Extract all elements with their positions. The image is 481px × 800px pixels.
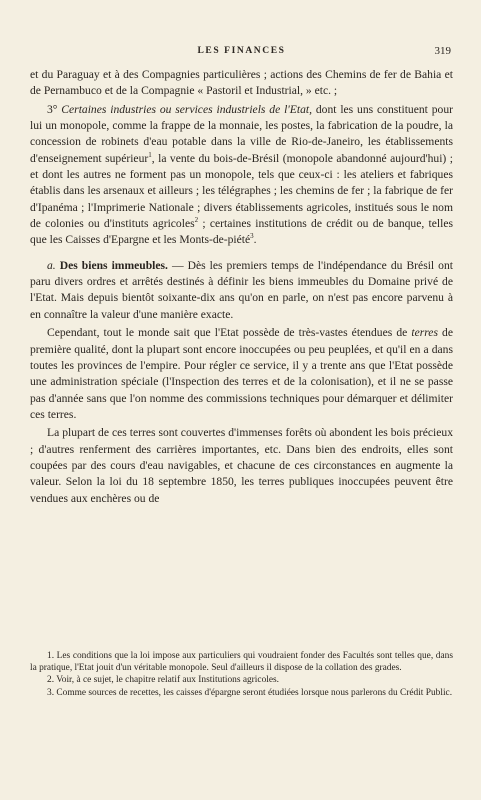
paragraph-text: ; certaines institutions de crédit ou de banque, telles que les Caisses d'Epargne et les Monts-de-piété bbox=[30, 217, 453, 247]
paragraph-text: dont les uns constituent pour lui un monopole, comme la frappe de la monnaie, les postes, la fabrication de la poudre, la concession de robinets d'eau potable dans la ville de Rio-de-Janeiro, les établissements d'enseignement supérieur bbox=[30, 102, 453, 165]
footnote-ref-1: 1 bbox=[148, 150, 152, 159]
footnotes bbox=[30, 650, 453, 699]
paragraph-continuation bbox=[30, 67, 453, 100]
section-heading: Des biens immeubles. bbox=[59, 258, 168, 272]
paragraph-item-3 bbox=[30, 102, 453, 249]
emphasis-terres: terres bbox=[411, 326, 438, 340]
section-letter: a. bbox=[47, 258, 56, 272]
page-header bbox=[30, 46, 453, 60]
page-number: 319 bbox=[434, 45, 451, 57]
footnote-3: 3. Comme sources de recettes, les caisses d'épargne seront étudiées lorsque nous parlerons du Crédit Public. bbox=[47, 687, 453, 698]
footnote-ref-3: 3 bbox=[250, 232, 254, 241]
paragraph-text: , la vente du bois-de-Brésil (monopole abandonné aujourd'hui) ; et dont les autres ne forment pas un monopole, tels que ceux-ci : les ateliers et fabriques établis dans les arsenaux et ailleurs ; les télégraphes ; les chemins de fer ; la fabrique de fer d'Ipanéma ; l'Imprimerie Nationale ; divers établissements agricoles, institués sous le nom de colonies ou d'instituts agricoles bbox=[30, 151, 453, 231]
running-title: LES FINANCES bbox=[197, 46, 286, 56]
paragraph-text: La plupart de ces terres sont couvertes d'immenses forêts où abondent les bois précieux ; d'autres renferment des carrières importantes, etc. Dans bien des endroits, elles sont coupées par des cours d'eau navigables, et chacune de ces circonstances en augmente la valeur. Selon la loi du 18 septembre 1850, les terres publiques inoccupées peuvent être vendues aux enchères ou de bbox=[30, 426, 453, 505]
paragraph-text: . bbox=[253, 233, 257, 247]
footnote-ref-2: 2 bbox=[194, 216, 199, 225]
item-title: Certaines industries ou services industriels de l'Etat, bbox=[61, 102, 312, 116]
paragraph-text: de première qualité, dont la plupart sont encore inoccupées ou peu peuplées, et qu'il en a dans toutes les provinces de l'empire. Pour régler ce service, il y a trente ans que l'Etat possède une administration spéciale (l'Inspection des terres et de la colonisation), et il ne se passe pas d'année sans que l'on nomme des commissions techniques pour démarquer et délimiter ces terres. bbox=[30, 326, 453, 421]
paragraph-la-plupart bbox=[30, 425, 453, 507]
paragraph-text: et du Paraguay et à des Compagnies particulières ; actions des Chemins de fer de Bahia et de Pernambuco et de la Compagnie « Pastoril et Industrial, » etc. ; bbox=[30, 68, 453, 98]
footnote-2: 2. Voir, à ce sujet, le chapitre relatif aux Institutions agricoles. bbox=[47, 675, 280, 686]
paragraph-text: Cependant, tout le monde sait que l'Etat possède de très-vastes étendues de bbox=[47, 326, 412, 340]
paragraph-biens-immeubles bbox=[30, 258, 453, 323]
paragraph-cependant bbox=[30, 325, 453, 423]
paragraph-text: — Dès les premiers temps de l'indépendance du Brésil ont paru divers ordres et arrêtés destinés à définir les biens immeubles du Domaine privé de l'Etat. Mais depuis bientôt soixante-dix ans qu'on en parle, on n'est pas encore parvenu à en connaître la valeur d'une manière exacte. bbox=[30, 258, 453, 321]
item-number: 3° bbox=[47, 102, 58, 116]
body-text bbox=[30, 67, 453, 507]
footnote-1: 1. Les conditions que la loi impose aux particuliers qui voudraient fonder des Facultés sont telles que, dans la pratique, l'Etat jouit d'un véritable monopole. Seul d'ailleurs il dispose de la collation des grades. bbox=[30, 651, 453, 674]
